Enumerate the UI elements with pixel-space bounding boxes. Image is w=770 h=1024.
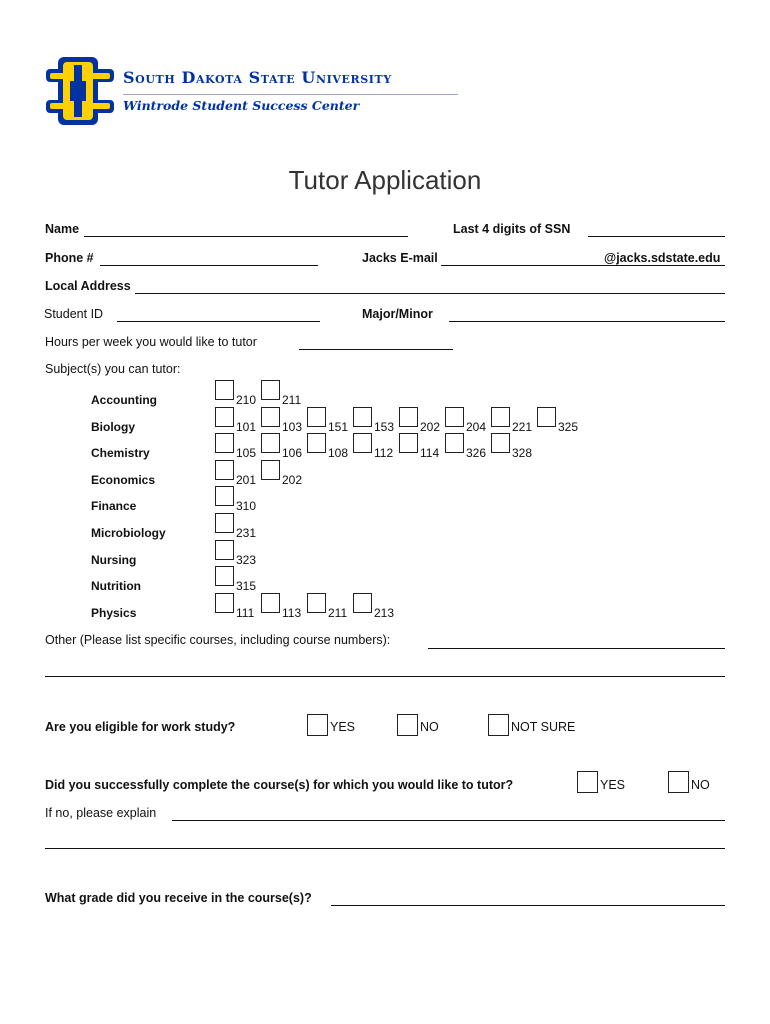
- course-number: 325: [558, 420, 579, 434]
- subject-label: Chemistry: [91, 446, 150, 460]
- student-id-label: Student ID: [44, 307, 104, 321]
- course-checkbox[interactable]: [215, 380, 234, 400]
- subject-label: Finance: [91, 499, 137, 513]
- major-minor-field[interactable]: [449, 321, 725, 322]
- email-domain: @jacks.sdstate.edu: [604, 251, 721, 265]
- course-checkbox[interactable]: [399, 407, 418, 427]
- explain-field-line-2[interactable]: [45, 848, 725, 849]
- subject-label: Nursing: [91, 553, 137, 567]
- grade-field[interactable]: [331, 905, 725, 906]
- explain-field[interactable]: [172, 820, 725, 821]
- course-checkbox[interactable]: [215, 407, 234, 427]
- course-number: 211: [282, 393, 302, 407]
- page-title: Tutor Application: [288, 165, 482, 195]
- jacks-email-label: Jacks E-mail: [362, 251, 438, 265]
- subject-label: Physics: [91, 606, 137, 620]
- course-checkbox[interactable]: [215, 486, 234, 506]
- completed-yes-label: YES: [600, 778, 626, 792]
- course-number: 111: [236, 606, 255, 620]
- course-number: 204: [466, 420, 487, 434]
- course-number: 101: [236, 420, 257, 434]
- major-minor-label: Major/Minor: [362, 307, 433, 321]
- course-checkbox[interactable]: [261, 433, 280, 453]
- subject-label: Accounting: [91, 393, 157, 407]
- course-number: 108: [328, 446, 349, 460]
- jacks-email-field[interactable]: [441, 265, 725, 266]
- course-checkbox[interactable]: [215, 593, 234, 613]
- subject-label: Economics: [91, 473, 156, 487]
- other-field[interactable]: [428, 648, 725, 649]
- student-id-field[interactable]: [117, 321, 320, 322]
- grade-question: What grade did you receive in the course(s)?: [45, 891, 312, 905]
- course-number: 210: [236, 393, 257, 407]
- work-study-notsure-label: NOT SURE: [511, 720, 576, 734]
- course-checkbox[interactable]: [307, 593, 326, 613]
- course-number: 221: [512, 420, 533, 434]
- course-number: 114: [420, 446, 440, 460]
- work-study-question: Are you eligible for work study?: [45, 720, 236, 734]
- course-number: 151: [328, 420, 349, 434]
- work-study-yes-label: YES: [330, 720, 356, 734]
- course-checkbox[interactable]: [353, 433, 372, 453]
- completed-no-label: NO: [691, 778, 710, 792]
- course-number: 202: [420, 420, 441, 434]
- course-checkbox[interactable]: [261, 593, 280, 613]
- work-study-yes-checkbox[interactable]: [307, 714, 328, 736]
- course-checkbox[interactable]: [307, 433, 326, 453]
- course-number: 113: [282, 606, 302, 620]
- course-number: 153: [374, 420, 395, 434]
- completed-no-checkbox[interactable]: [668, 771, 689, 793]
- work-study-no-checkbox[interactable]: [397, 714, 418, 736]
- phone-field[interactable]: [100, 265, 318, 266]
- course-checkbox[interactable]: [491, 407, 510, 427]
- course-checkbox[interactable]: [261, 460, 280, 480]
- work-study-notsure-checkbox[interactable]: [488, 714, 509, 736]
- other-field-line-2[interactable]: [45, 676, 725, 677]
- local-address-field[interactable]: [135, 293, 725, 294]
- course-number: 315: [236, 579, 257, 593]
- course-checkbox[interactable]: [261, 407, 280, 427]
- course-checkbox[interactable]: [353, 593, 372, 613]
- center-name: Wintrode Student Success Center: [123, 98, 360, 113]
- course-number: 105: [236, 446, 257, 460]
- course-number: 103: [282, 420, 303, 434]
- local-address-label: Local Address: [45, 279, 131, 293]
- course-number: 202: [282, 473, 303, 487]
- name-label: Name: [45, 222, 80, 236]
- subject-label: Microbiology: [91, 526, 166, 540]
- course-number: 310: [236, 499, 257, 513]
- university-name: South Dakota State University: [123, 68, 392, 87]
- course-checkbox[interactable]: [445, 407, 464, 427]
- course-number: 231: [236, 526, 257, 540]
- subject-label: Biology: [91, 420, 135, 434]
- course-number: 201: [236, 473, 257, 487]
- course-number: 112: [374, 446, 394, 460]
- ssn-field[interactable]: [588, 236, 725, 237]
- completed-yes-checkbox[interactable]: [577, 771, 598, 793]
- subjects-label: Subject(s) you can tutor:: [45, 362, 181, 376]
- course-number: 106: [282, 446, 303, 460]
- course-checkbox[interactable]: [215, 460, 234, 480]
- course-checkbox[interactable]: [491, 433, 510, 453]
- explain-label: If no, please explain: [45, 806, 157, 820]
- subject-label: Nutrition: [91, 579, 141, 593]
- course-checkbox[interactable]: [353, 407, 372, 427]
- course-checkbox[interactable]: [307, 407, 326, 427]
- course-checkbox[interactable]: [215, 433, 234, 453]
- course-number: 213: [374, 606, 395, 620]
- course-checkbox[interactable]: [445, 433, 464, 453]
- course-checkbox[interactable]: [215, 513, 234, 533]
- work-study-no-label: NO: [420, 720, 439, 734]
- sdsu-logo: [44, 55, 116, 127]
- other-label: Other (Please list specific courses, including course numbers):: [45, 633, 391, 647]
- course-checkbox[interactable]: [537, 407, 556, 427]
- course-checkbox[interactable]: [399, 433, 418, 453]
- course-checkbox[interactable]: [215, 540, 234, 560]
- course-number: 328: [512, 446, 533, 460]
- course-checkbox[interactable]: [261, 380, 280, 400]
- ssn-label: Last 4 digits of SSN: [453, 222, 571, 236]
- course-number: 323: [236, 553, 257, 567]
- header-divider: [123, 94, 458, 95]
- course-number: 326: [466, 446, 487, 460]
- completed-question: Did you successfully complete the course(s) for which you would like to tutor?: [45, 778, 514, 792]
- course-checkbox[interactable]: [215, 566, 234, 586]
- course-number: 211: [328, 606, 348, 620]
- hours-label: Hours per week you would like to tutor: [45, 335, 257, 349]
- hours-field[interactable]: [299, 349, 453, 350]
- phone-label: Phone #: [45, 251, 94, 265]
- name-field[interactable]: [84, 236, 408, 237]
